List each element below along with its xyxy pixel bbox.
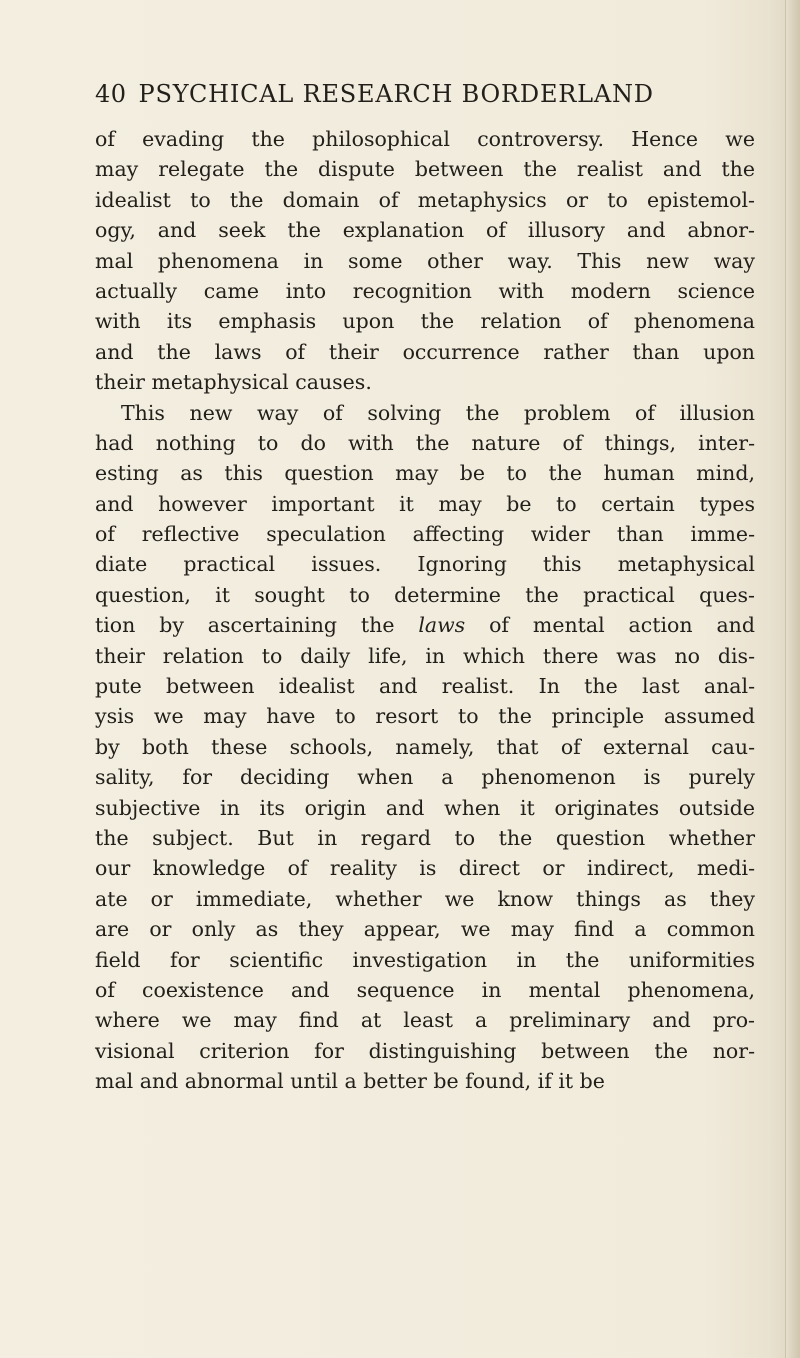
- text-line: visional criterion for distinguishing between the nor-: [95, 1038, 755, 1063]
- text-line: and the laws of their occurrence rather than upon: [95, 339, 755, 364]
- text-line: our knowledge of reality is direct or indirect, medi-: [95, 856, 755, 881]
- text-line: with its emphasis upon the relation of phenomena: [95, 309, 755, 334]
- text-line: may relegate the dispute between the realist and the: [95, 157, 755, 182]
- running-title: PSYCHICAL RESEARCH BORDERLAND: [138, 80, 654, 108]
- text-line-with-italic: [95, 610, 755, 640]
- text-line: had nothing to do with the nature of things, inter-: [95, 430, 755, 455]
- paragraph-start-line: This new way of solving the problem of illusion: [121, 400, 755, 425]
- text-line: of reflective speculation affecting wider than imme-: [95, 522, 755, 547]
- text-line: ate or immediate, whether we know things as they: [95, 886, 755, 911]
- text-line: pute between idealist and realist. In the last anal-: [95, 674, 755, 699]
- text-line: sality, for deciding when a phenomenon is purely: [95, 765, 755, 790]
- text-line: the subject. But in regard to the question whether: [95, 825, 755, 850]
- text-line: actually came into recognition with modern science: [95, 278, 755, 303]
- text-line: subjective in its origin and when it originates outside: [95, 795, 755, 820]
- italic-word-laws: laws: [418, 613, 466, 638]
- line-text-before: tion by ascertaining the: [95, 613, 419, 638]
- text-line: of evading the philosophical controversy. Hence we: [95, 127, 755, 151]
- line-text-after: of mental action and: [465, 613, 755, 638]
- text-line: field for scientific investigation in the uniformities: [95, 947, 755, 972]
- text-line: mal and abnormal until a better be found, if it be: [95, 1069, 605, 1094]
- text-line: esting as this question may be to the human mind,: [95, 461, 755, 486]
- page-edge: [785, 0, 800, 1358]
- text-line: diate practical issues. Ignoring this metaphysical: [95, 552, 755, 577]
- text-line: where we may find at least a preliminary and pro-: [95, 1008, 755, 1033]
- text-line: ogy, and seek the explanation of illusory and abnor-: [95, 218, 755, 243]
- paragraph-end-line: their metaphysical causes.: [95, 370, 372, 395]
- text-line: by both these schools, namely, that of external cau-: [95, 734, 755, 759]
- text-line: ysis we may have to resort to the principle assumed: [95, 704, 755, 729]
- text-line: idealist to the domain of metaphysics or to epistemol-: [95, 187, 755, 212]
- text-line: their relation to daily life, in which there was no dis-: [95, 643, 755, 668]
- body-text: [95, 124, 755, 1097]
- page-number: 40: [95, 80, 127, 108]
- text-line: are or only as they appear, we may find a common: [95, 917, 755, 942]
- running-header: [95, 80, 755, 108]
- text-line: of coexistence and sequence in mental phenomena,: [95, 977, 755, 1002]
- text-line: mal phenomena in some other way. This new way: [95, 248, 755, 273]
- text-line: and however important it may be to certain types: [95, 491, 755, 516]
- text-line: question, it sought to determine the practical ques-: [95, 582, 755, 607]
